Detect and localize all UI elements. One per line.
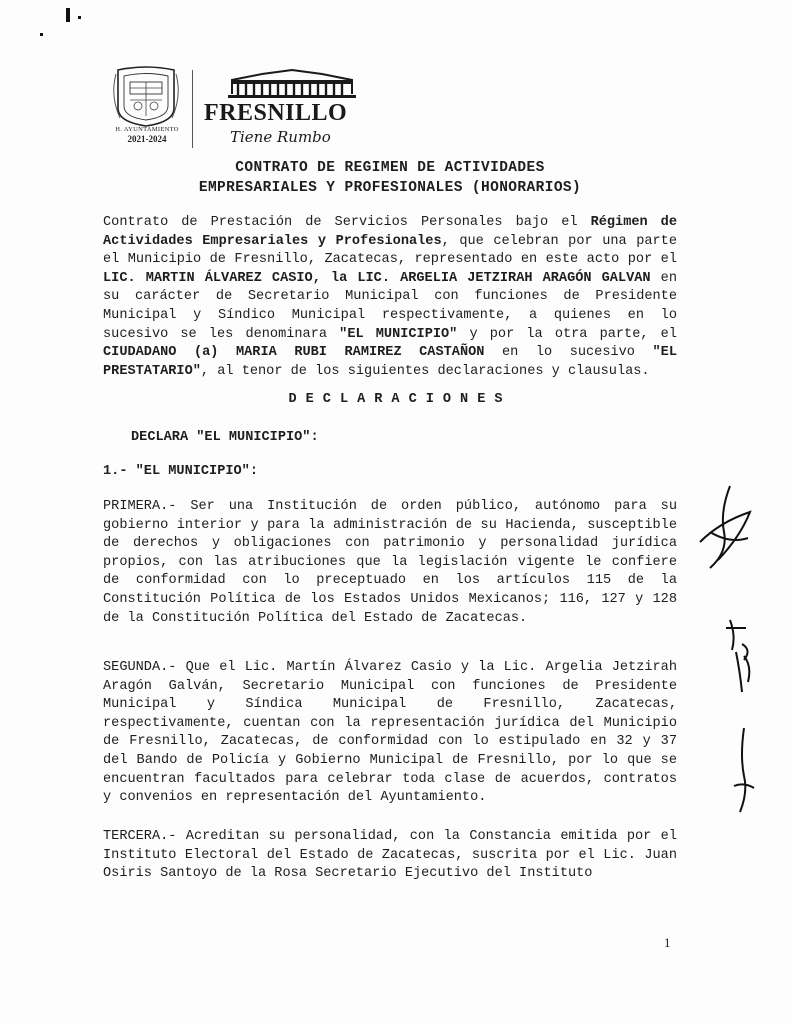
scan-mark <box>78 16 81 19</box>
scan-mark <box>40 33 43 36</box>
signature-mark <box>730 726 760 816</box>
clause-segunda: SEGUNDA.- Que el Lic. Martín Álvarez Casio y la Lic. Argelia Jetzirah Aragón Galván, Secretario Municipal con funciones de Presidente Municipal y Síndica Municipal de Fresnillo, Zacatecas, respectivamente, cuentan con la representación jurídica del Municipio de Fresnillo, Zacatecas, de conformidad con lo estipulado en 32 y 37 del Bando de Policía y Gobierno Municipal de Fresnillo, por lo que se encuentran facultados para celebrar toda clase de acuerdos, contratos y convenios en representación del Ayuntamiento. <box>103 660 677 806</box>
seal-years: 2021-2024 <box>127 134 167 144</box>
header-divider <box>192 70 193 148</box>
scan-mark <box>66 8 70 22</box>
brand-tagline: Tiene Rumbo <box>230 128 331 146</box>
clause-tercera: TERCERA.- Acreditan su personalidad, con la Constancia emitida por el Instituto Electoral del Estado de Zacatecas, suscrita por el Lic. Juan Osiris Santoyo de la Rosa Secretario Ejecutivo del Instituto <box>103 829 677 882</box>
intro-paragraph: Contrato de Prestación de Servicios Personales bajo el Régimen de Actividades Empresariales y Profesionales, que celebran por una parte el Municipio de Fresnillo, Zacatecas, representado en este acto por el LIC. MARTIN ÁLVAREZ CASIO, la LIC. ARGELIA JETZIRAH ARAGÓN GALVAN en su carácter de Secretario Municipal con funciones de Presidente Municipal y Síndico Municipal respectivamente, a quienes en lo sucesivo se les denominara "EL MUNICIPIO" y por la otra parte, el CIUDADANO (a) MARIA RUBI RAMIREZ CASTAÑON en lo sucesivo "EL PRESTATARIO", al tenor de los siguientes declaraciones y clausulas. <box>103 215 677 379</box>
section-1-heading: 1.- "EL MUNICIPIO": <box>103 464 258 479</box>
declara-municipio-heading: DECLARA "EL MUNICIPIO": <box>131 430 319 445</box>
signature-mark <box>690 482 760 572</box>
page-number: 1 <box>664 935 671 950</box>
brand-name: FRESNILLO <box>204 100 348 126</box>
letterhead <box>108 66 388 152</box>
clause-primera: PRIMERA.- Ser una Institución de orden público, autónomo para su gobierno interior y para la administración de su Hacienda, susceptible de derechos y obligaciones con patrimonio y personalidad jurídica propios, con las atribuciones que la legislación vigente le confiere de conformidad con lo preceptuado en los artículos 115 de la Constitución Política de los Estados Unidos Mexicanos; 116, 127 y 128 de la Constitución Política del Estado de Zacatecas. <box>103 499 677 626</box>
signature-mark <box>722 616 762 696</box>
seal-caption: H. AYUNTAMIENTO <box>115 126 179 133</box>
declaraciones-heading: DECLARACIONES <box>288 392 512 407</box>
contract-title-line-2: EMPRESARIALES Y PROFESIONALES (HONORARIOS) <box>198 180 582 196</box>
contract-title-line-1: CONTRATO DE REGIMEN DE ACTIVIDADES <box>235 160 545 176</box>
